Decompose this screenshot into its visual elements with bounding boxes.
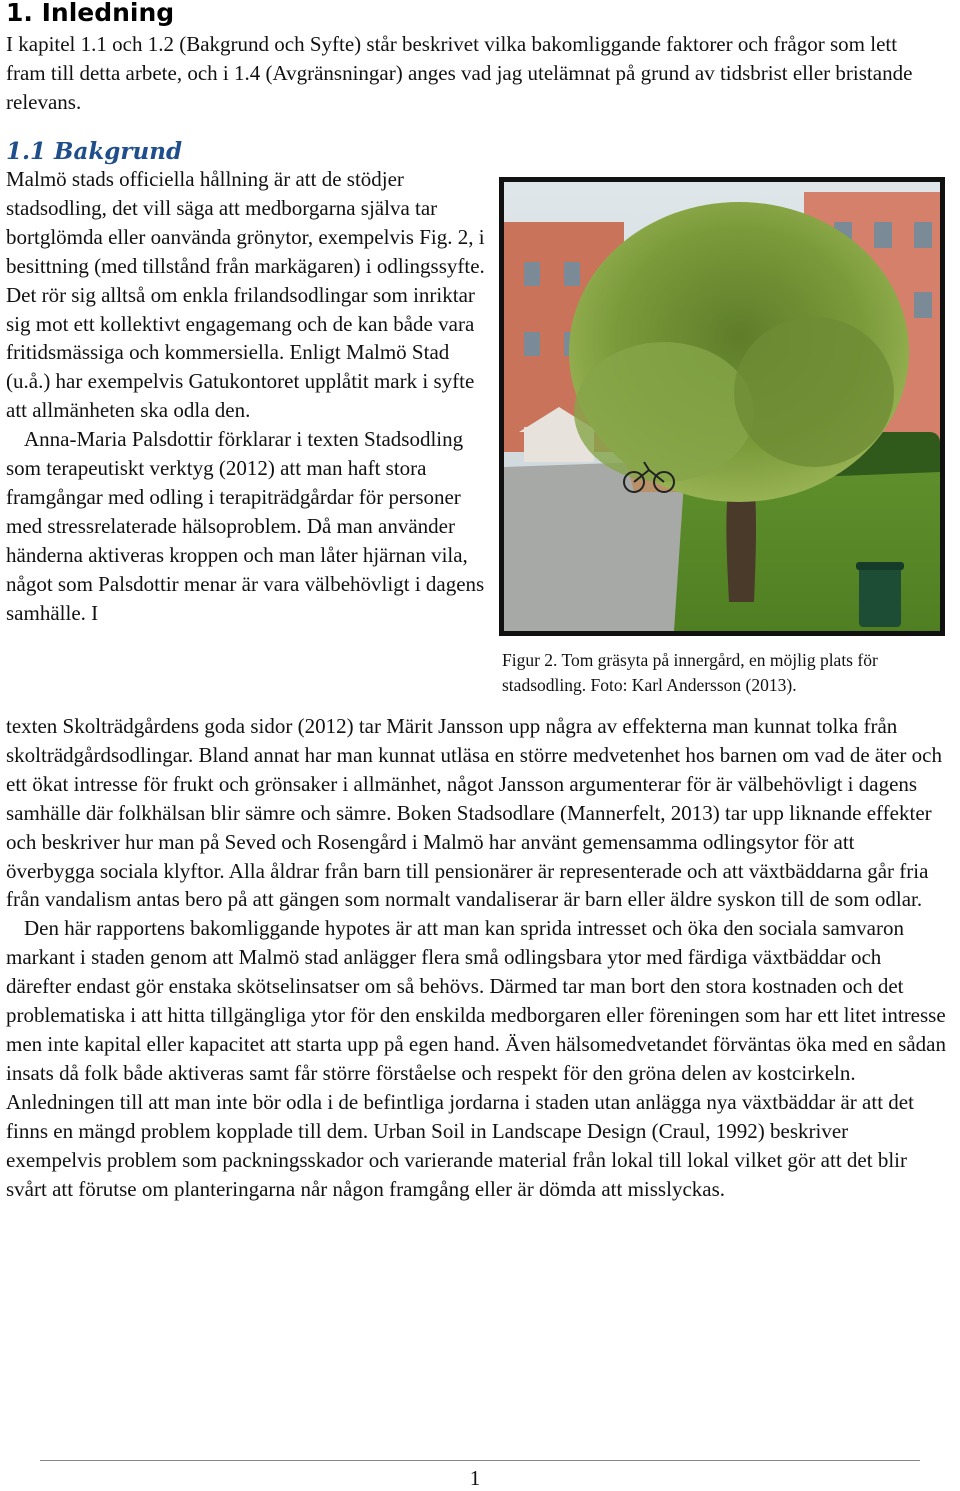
continuation-paragraph: texten Skolträdgårdens goda sidor (2012) tar Märit Jansson upp några av effekterna man kunnat tolka från skolträdgårdsodlingar. Bland annat har man kunnat utläsa en större medvetenhet hos barnen om vad de äter och ett ökat intresse för frukt och grönsaker i allmänhet, något Jansson argumenterar för är välbehövligt i dagens samhälle där folkhälsan blir sämre och sämre. Boken Stadsodlare (Mannerfelt, 2013) tar upp liknande effekter och beskriver hur man på Seved och Rosengård i Malmö har använt gemensamma odlingsytor för att överbygga sociala klyftor. Alla åldrar från barn till pensionärer är representerade och att växtbäddarna går fria från vandalism antas bero på att gängen som normalt vandaliserar är barn eller äldre syskon till de som odlar. bbox=[6, 714, 942, 912]
figure-caption: Figur 2. Tom gräsyta på innergård, en möjlig plats för stadsodling. Foto: Karl Andersson (2013). bbox=[502, 650, 878, 695]
intro-paragraph: I kapitel 1.1 och 1.2 (Bakgrund och Syfte) står beskrivet vilka bakomliggande faktorer och frågor som lett fram till detta arbete, och i 1.4 (Avgränsningar) anges vad jag utelämnat på grund av tidsbrist eller bristande relevans. bbox=[6, 32, 913, 114]
courtyard-photo-illustration bbox=[504, 182, 940, 631]
page-number: 1 bbox=[469, 1466, 481, 1490]
left-text-column bbox=[6, 165, 491, 628]
full-width-text bbox=[6, 712, 946, 1203]
section-heading: 1.1 Bakgrund bbox=[6, 138, 183, 165]
figure-photo bbox=[499, 177, 945, 636]
chapter-heading: 1. Inledning bbox=[6, 0, 175, 27]
hypothesis-paragraph: Den här rapportens bakomliggande hypotes är att man kan sprida intresset och öka den sociala samvaron markant i staden genom att Malmö stad anlägger flera små odlingsbara ytor med färdiga växtbäddar och därefter endast gör enstaka skötselinsatser om så behövs. Därmed tar man bort den stora kostnaden och det problematiska i att hitta tillgängliga ytor för den enskilda medborgaren eller föreningen som har ett litet intresse men inte kapital eller kapacitet att starta upp på egen hand. Även hälsomedvetandet förväntas öka med en sådan insats då folk både aktiveras samt får större förståelse och respekt för den gröna delen av kostcirkeln. Anledningen till att man inte bör odla i de befintliga jordarna i staden utan anlägga nya växtbäddar är att det finns en mängd problem kopplade till dem. Urban Soil in Landscape Design (Craul, 1992) beskriver exempelvis problem som packningsskador och varierande material från lokal till lokal vilket gör att det blir svårt att förutse om planteringarna når någon framgång eller är dömda att misslyckas. bbox=[6, 916, 946, 1201]
palsdottir-paragraph: Anna-Maria Palsdottir förklarar i texten Stadsodling som terapeutiskt verktyg (2012) att man haft stora framgångar med odling i terapiträdgårdar för personer med stressrelaterade hälsoproblem. Då man använder händerna aktiveras kroppen och man låter hjärnan vila, något som Palsdottir menar är vara välbehövligt i dagens samhälle. I bbox=[6, 427, 485, 625]
footer-divider bbox=[40, 1460, 920, 1461]
background-paragraph: Malmö stads officiella hållning är att de stödjer stadsodling, det vill säga att medborgarna själva tar bortglömda eller oanvända grönytor, exempelvis Fig. 2, i besittning (med tillstånd från markägaren) i odlingssyfte. Det rör sig alltså om enkla frilandsodlingar som inriktar sig mot ett kollektivt engagemang och de kan både vara fritidsmässiga och kommersiella. Enligt Malmö Stad (u.å.) har exempelvis Gatukontoret upplåtit mark i syfte att allmänheten ska odla den. bbox=[6, 167, 485, 423]
